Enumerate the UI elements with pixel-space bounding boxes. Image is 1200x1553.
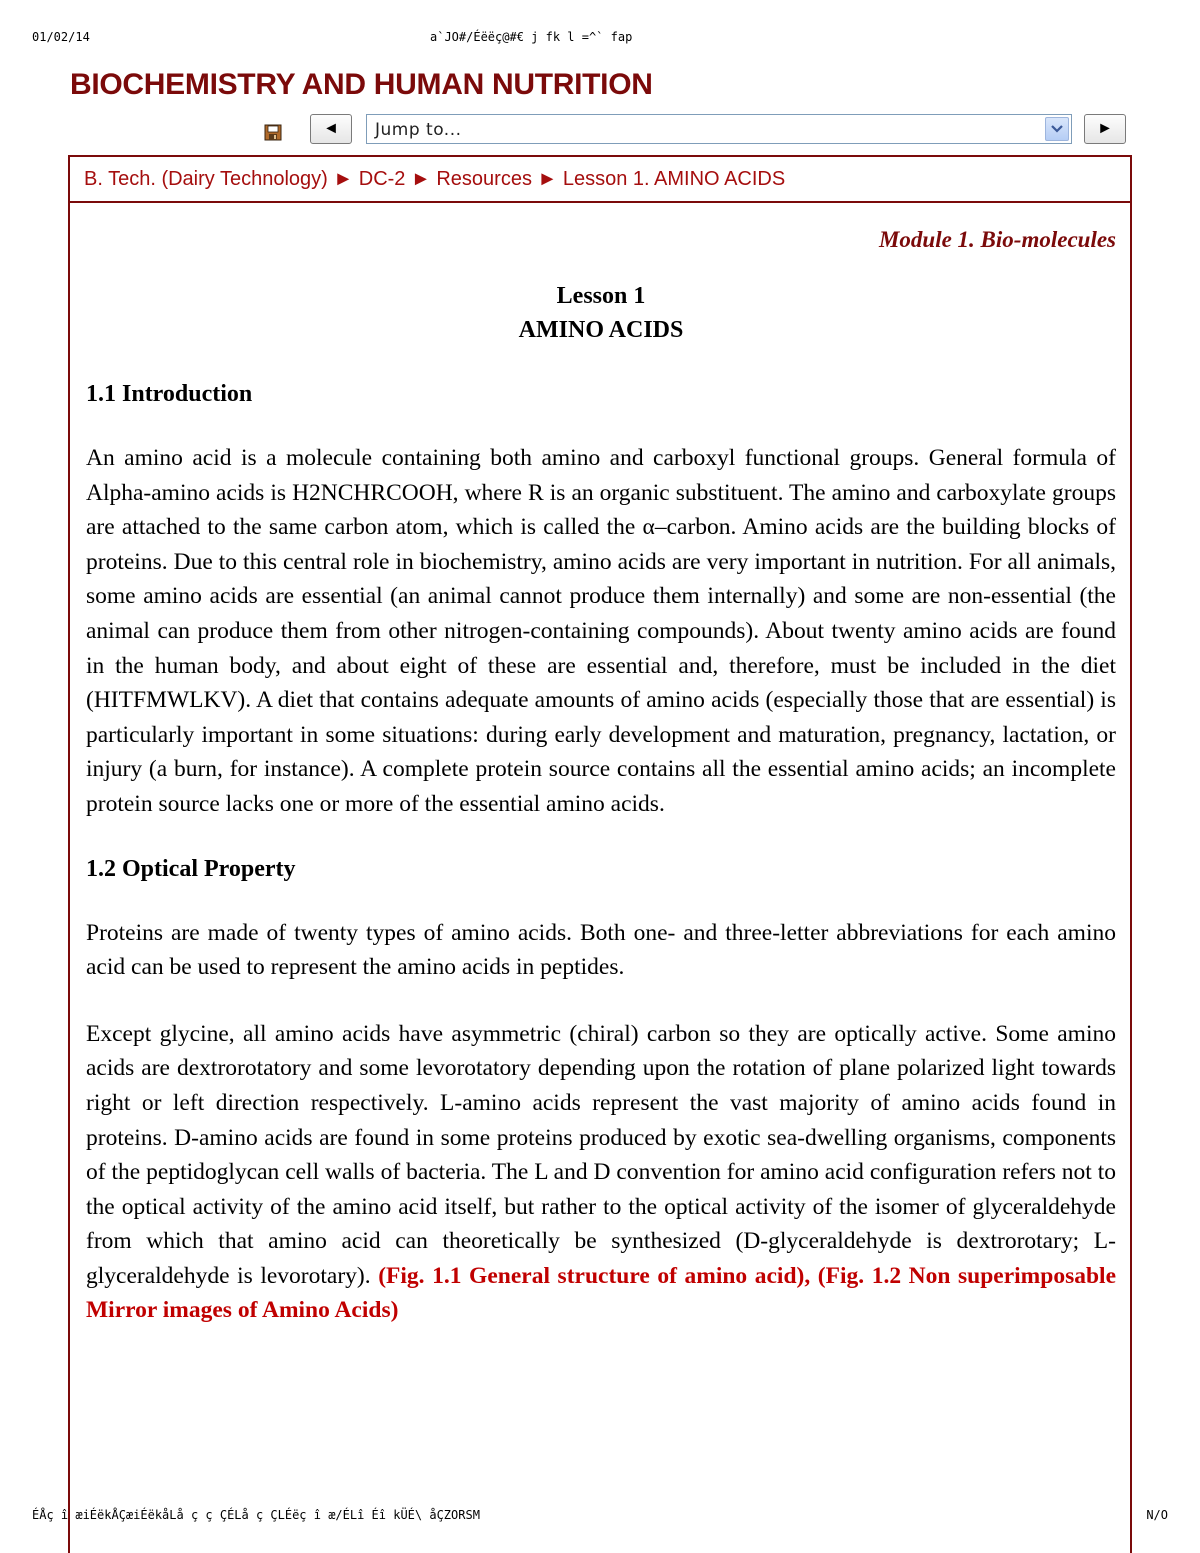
lesson-title: AMINO ACIDS	[518, 317, 684, 343]
print-url: ÉÅç î æiÉëkÅÇæiÉëkåLå ç ç ÇÉLå ç ÇLÉëç î æ/ÉLî Éî kÜÉ\ åÇZORSM	[32, 1508, 480, 1522]
figure-references[interactable]: (Fig. 1.1 General structure of amino acid), (Fig. 1.2 Non superimposable Mirror images of Amino Acids)	[86, 1262, 1116, 1324]
section-heading: 1.1 Introduction	[86, 381, 253, 407]
print-date: 01/02/14	[32, 30, 90, 44]
section-heading: 1.2 Optical Property	[86, 855, 296, 882]
breadcrumb-separator-icon: ►	[410, 168, 431, 190]
module-title: Module 1. Bio-molecules	[878, 227, 1116, 252]
navigation-bar	[262, 114, 1130, 148]
jump-to-select[interactable]	[366, 114, 1072, 144]
jump-to-placeholder: Jump to...	[375, 120, 462, 140]
print-page-number: N/O	[1146, 1508, 1168, 1522]
next-button[interactable]: ►	[1084, 114, 1126, 144]
paragraph: Proteins are made of twenty types of amino acids. Both one- and three-letter abbreviations for each amino acid can be used to represent the amino acids in peptides.	[86, 919, 1116, 981]
article	[86, 217, 1116, 1328]
site-title: BIOCHEMISTRY AND HUMAN NUTRITION	[70, 68, 653, 101]
chevron-down-icon[interactable]	[1045, 117, 1069, 141]
print-page-title: a`JO#/Éëëç@#€ j fk l =^` fap	[430, 30, 633, 44]
breadcrumb-link-resources[interactable]: Resources	[436, 168, 532, 190]
content-box	[68, 155, 1132, 1553]
breadcrumb-link-course[interactable]: B. Tech. (Dairy Technology)	[84, 168, 328, 190]
breadcrumb-separator-icon: ►	[537, 168, 558, 190]
breadcrumb	[70, 157, 1130, 203]
previous-button[interactable]: ◄	[310, 114, 352, 144]
paragraph-text: Except glycine, all amino acids have asymmetric (chiral) carbon so they are optically active. Some amino acids are dextrorotatory and some levorotatory depending upon the rotation of plane polarized light towards right or left direction respectively. L-amino acids represent the vast majority of amino acids found in proteins. D-amino acids are found in some proteins produced by exotic sea-dwelling organisms, components of the peptidoglycan cell walls of bacteria. The L and D convention for amino acid configuration refers not to the optical activity of the amino acid itself, but rather to the optical activity of the isomer of glyceraldehyde from which that amino acid can theoretically be synthesized (D-glyceraldehyde is dextrorotary; L-glyceraldehyde is levorotary).	[86, 1020, 1116, 1289]
lesson-heading	[86, 279, 1116, 347]
breadcrumb-separator-icon: ►	[333, 168, 354, 190]
paragraph-with-figures	[86, 1017, 1116, 1328]
paragraph: An amino acid is a molecule containing both amino and carboxyl functional groups. General formula of Alpha-amino acids is H2NCHRCOOH, where R is an organic substituent. The amino and carboxylate groups are attached to the same carbon atom, which is called the α–carbon. Amino acids are the building blocks of proteins. Due to this central role in biochemistry, amino acids are very important in nutrition. For all animals, some amino acids are essential (an animal cannot produce them internally) and some are non-essential (the animal can produce them from other nitrogen-containing compounds). About twenty amino acids are found in the human body, and about eight of these are essential and, therefore, must be included in the diet (HITFMWLKV). A diet that contains adequate amounts of amino acids (especially those that are essential) is particularly important in some situations: during early development and maturation, pregnancy, lactation, or injury (a burn, for instance). A complete protein source contains all the essential amino acids; an incomplete protein source lacks one or more of the essential amino acids.	[86, 445, 1116, 817]
breadcrumb-current: Lesson 1. AMINO ACIDS	[562, 168, 786, 190]
breadcrumb-link-dc2[interactable]: DC-2	[358, 168, 406, 190]
lesson-number: Lesson 1	[556, 283, 646, 309]
save-icon[interactable]	[262, 122, 284, 142]
